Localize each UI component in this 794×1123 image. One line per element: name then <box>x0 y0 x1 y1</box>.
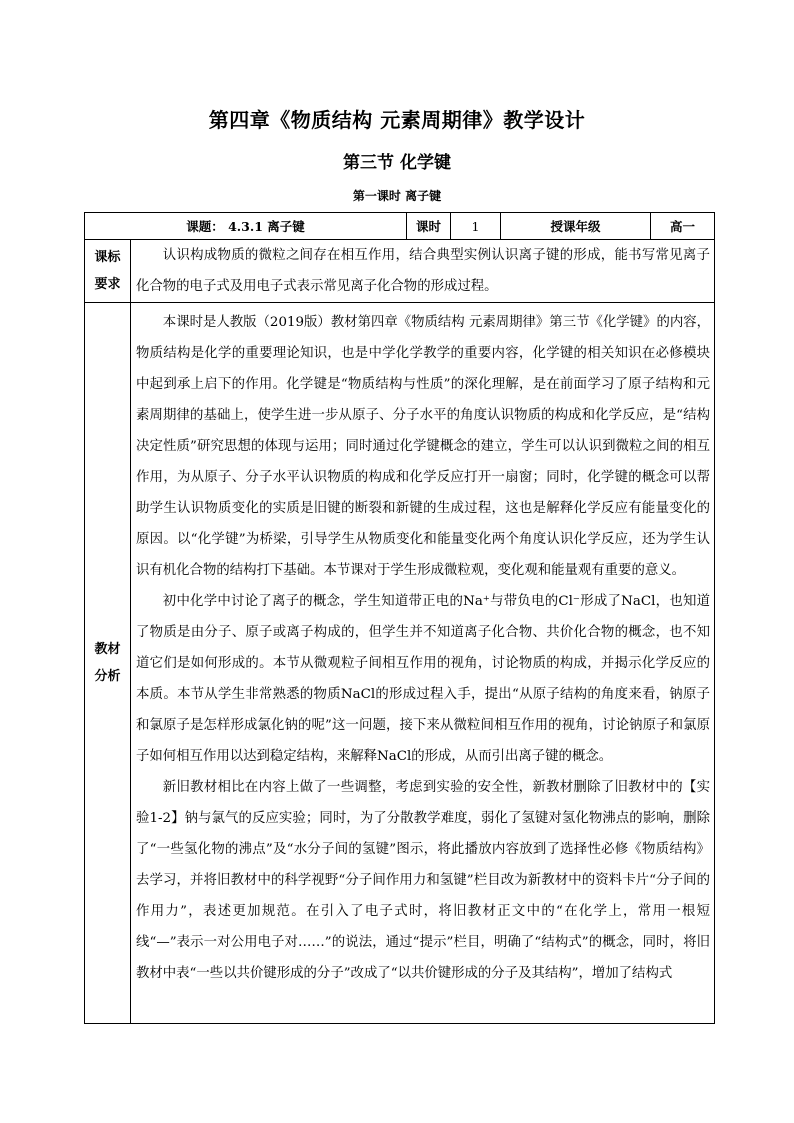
topic-row <box>85 213 715 240</box>
analysis-label: 教材 分析 <box>85 303 131 1024</box>
analysis-row <box>85 303 715 1024</box>
standard-text: 认识构成物质的微粒之间存在相互作用，结合典型实例认识离子键的形成，能书写常见离子化合物的电子式及用电子式表示常见离子化合物的形成过程。 <box>136 248 711 294</box>
analysis-paragraph: 本课时是人教版（2019版）教材第四章《物质结构 元素周期律》第三节《化学键》的内容，物质结构是化学的重要理论知识，也是中学化学教学的重要内容，化学键的相关知识在必修模块中起到承上启下的作用。化学键是“物质结构与性质”的深化理解，是在前面学习了原子结构和元素周期律的基础上，使学生进一步从原子、分子水平的角度认识物质的构成和化学反应，是“结构决定性质”研究思想的体现与运用；同时通过化学键概念的建立，学生可以认识到微粒之间的相互作用，为从原子、分子水平认识物质的构成和化学反应打开一扇窗；同时，化学键的概念可以帮助学生认识物质变化的实质是旧键的断裂和新键的生成过程，这也是解释化学反应有能量变化的原因。以“化学键”为桥梁，引导学生从物质变化和能量变化两个角度认识化学反应，还为学生认识有机化合物的结构打下基础。本节课对于学生形成微粒观，变化观和能量观有重要的意义。 <box>136 315 711 578</box>
analysis-text-cell <box>131 303 715 1024</box>
lesson-plan-table <box>84 212 715 1024</box>
document-title: 第四章《物质结构 元素周期律》教学设计 <box>208 108 586 132</box>
analysis-paragraph: 新旧教材相比在内容上做了一些调整，考虑到实验的安全性，新教材删除了旧教材中的【实验1-2】钠与氯气的反应实验；同时，为了分散教学难度，弱化了氢键对氢化物沸点的影响，删除了“一些氢化物的沸点”及“水分子间的氢键”图示，将此播放内容放到了选择性必修《物质结构》去学习，并将旧教材中的科学视野“分子间作用力和氢键”栏目改为新教材中的资料卡片“分子间的作用力”，表述更加规范。在引入了电子式时，将旧教材正文中的“在化学上，常用一根短线“—”表示一对公用电子对……”的说法，通过“提示”栏目，明确了“结构式”的概念，同时，将旧教材中表“一些以共价键形成的分子”改成了“以共价键形成的分子及其结构”，增加了结构式 <box>136 780 711 981</box>
standard-text-cell <box>131 240 715 303</box>
grade-label: 授课年级 <box>501 213 651 240</box>
analysis-paragraph: 初中化学中讨论了离子的概念，学生知道带正电的Na⁺与带负电的Cl⁻形成了NaCl，也知道了物质是由分子、原子或离子构成的，但学生并不知道离子化合物、共价化合物的概念，也不知道它们是如何形成的。本节从微观粒子间相互作用的视角，讨论物质的构成，并揭示化学反应的本质。本节从学生非常熟悉的物质NaCl的形成过程入手，提出“从原子结构的角度来看，钠原子和氯原子是怎样形成氯化钠的呢”这一问题，接下来从微粒间相互作用的视角，讨论钠原子和氯原子如何相互作用以达到稳定结构，来解释NaCl的形成，从而引出离子键的概念。 <box>136 594 711 764</box>
standard-label: 课标 要求 <box>85 240 131 303</box>
standard-row <box>85 240 715 303</box>
section-title: 第三节 化学键 <box>343 153 451 173</box>
topic-cell: 课题： 4.3.1 离子键 <box>85 213 407 240</box>
period-value: 1 <box>451 213 501 240</box>
grade-value: 高一 <box>651 213 715 240</box>
period-label: 课时 <box>407 213 451 240</box>
lesson-title: 第一课时 离子键 <box>352 189 442 203</box>
